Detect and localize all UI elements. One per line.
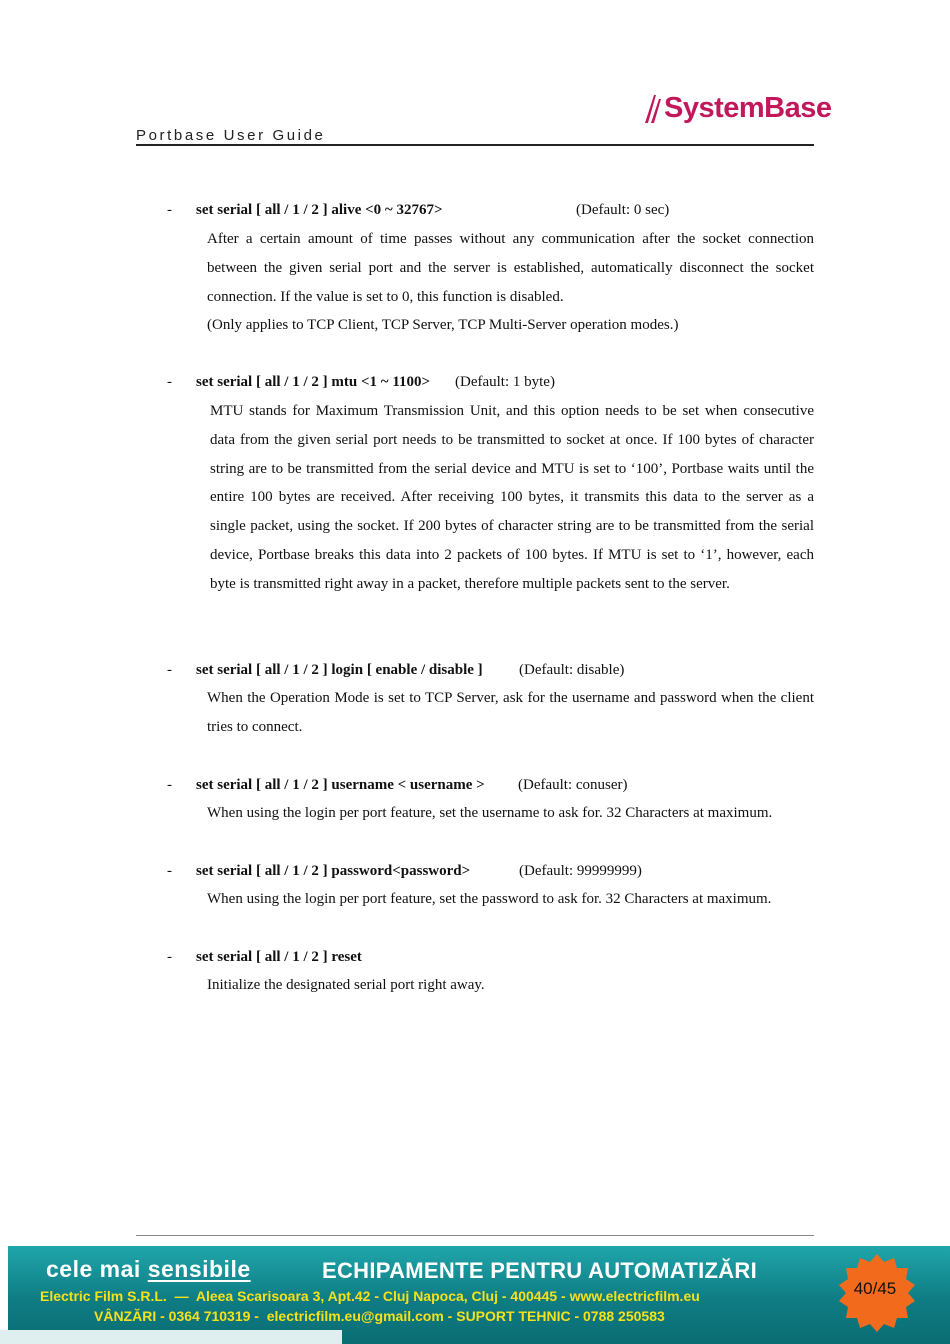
command-syntax: set serial [ all / 1 / 2 ] username < username >	[196, 777, 485, 793]
page-number: 40/45	[853, 1279, 897, 1298]
command-syntax: set serial [ all / 1 / 2 ] mtu <1 ~ 1100>	[196, 374, 431, 390]
command-syntax: set serial [ all / 1 / 2 ] login [ enable / disable ]	[196, 662, 483, 678]
systembase-logo-icon	[642, 89, 664, 127]
command-syntax: set serial [ all / 1 / 2 ] password<password>	[196, 863, 471, 879]
description-paragraph: Initialize the designated serial port right away.	[207, 977, 485, 993]
command-description	[207, 225, 814, 340]
command-description	[207, 684, 814, 742]
command-entry	[0, 943, 950, 972]
command-entry	[0, 196, 950, 225]
command-entry	[0, 368, 950, 397]
slogan	[46, 1256, 251, 1283]
company-address: Electric Film S.R.L. — Aleea Scarisoara 3, Apt.42 - Cluj Napoca, Cluj - 400445 - www.electricfilm.eu	[40, 1288, 700, 1304]
bullet-dash: -	[167, 662, 172, 678]
footer-divider	[136, 1235, 814, 1236]
document-title: Portbase User Guide	[136, 127, 326, 144]
command-description	[207, 885, 814, 914]
description-paragraph: MTU stands for Maximum Transmission Unit, and this option needs to be set when consecutive data from the given serial port needs to be transmitted to socket at once. If 100 bytes of character string are to be transmitted from the serial device and MTU is set to ‘100’, Portbase waits until the entire 100 bytes are received. After receiving 100 bytes, it transmits this data to the server as a single packet, using the socket. If 200 bytes of character string are to be transmitted from the serial device, Portbase breaks this data into 2 packets of 100 bytes. If MTU is set to ‘1’, however, each byte is transmitted right away in a packet, therefore multiple packets sent to the server.	[210, 403, 814, 592]
command-entry	[0, 857, 950, 886]
command-description	[207, 971, 814, 1000]
bullet-dash: -	[167, 202, 172, 218]
description-paragraph: When using the login per port feature, set the username to ask for. 32 Characters at maximum.	[207, 805, 773, 821]
banner-strip	[0, 1330, 342, 1344]
header-divider	[136, 144, 814, 146]
command-default: (Default: disable)	[519, 662, 625, 678]
description-paragraph: After a certain amount of time passes without any communication after the socket connection between the given serial port and the server is established, automatically disconnect the socket connection. If the value is set to 0, this function is disabled.	[207, 231, 814, 305]
bullet-dash: -	[167, 863, 172, 879]
command-default: (Default: 99999999)	[519, 863, 642, 879]
logo-text: SystemBase	[664, 91, 832, 124]
bullet-dash: -	[167, 949, 172, 965]
description-paragraph: (Only applies to TCP Client, TCP Server, TCP Multi-Server operation modes.)	[207, 317, 679, 334]
command-default: (Default: 1 byte)	[455, 374, 555, 390]
command-default: (Default: conuser)	[518, 777, 628, 793]
bullet-dash: -	[167, 777, 172, 793]
description-paragraph: When using the login per port feature, set the password to ask for. 32 Characters at maximum.	[207, 891, 772, 907]
company-contact: VÂNZĂRI - 0364 710319 - electricfilm.eu@gmail.com - SUPORT TEHNIC - 0788 250583	[94, 1308, 665, 1324]
description-paragraph: When the Operation Mode is set to TCP Server, ask for the username and password when the client tries to connect.	[207, 690, 814, 735]
command-default: (Default: 0 sec)	[576, 202, 670, 218]
banner-tagline: ECHIPAMENTE PENTRU AUTOMATIZĂRI	[322, 1258, 758, 1283]
systembase-logo	[642, 88, 832, 128]
command-entry	[0, 771, 950, 800]
command-entry	[0, 656, 950, 685]
slogan-prefix: cele mai	[46, 1256, 141, 1282]
command-syntax: set serial [ all / 1 / 2 ] reset	[196, 949, 362, 965]
command-description	[207, 799, 814, 828]
bullet-dash: -	[167, 374, 172, 390]
slogan-emphasis: sensibile	[147, 1256, 251, 1282]
command-description	[210, 397, 814, 599]
command-syntax: set serial [ all / 1 / 2 ] alive <0 ~ 32767>	[196, 202, 443, 218]
